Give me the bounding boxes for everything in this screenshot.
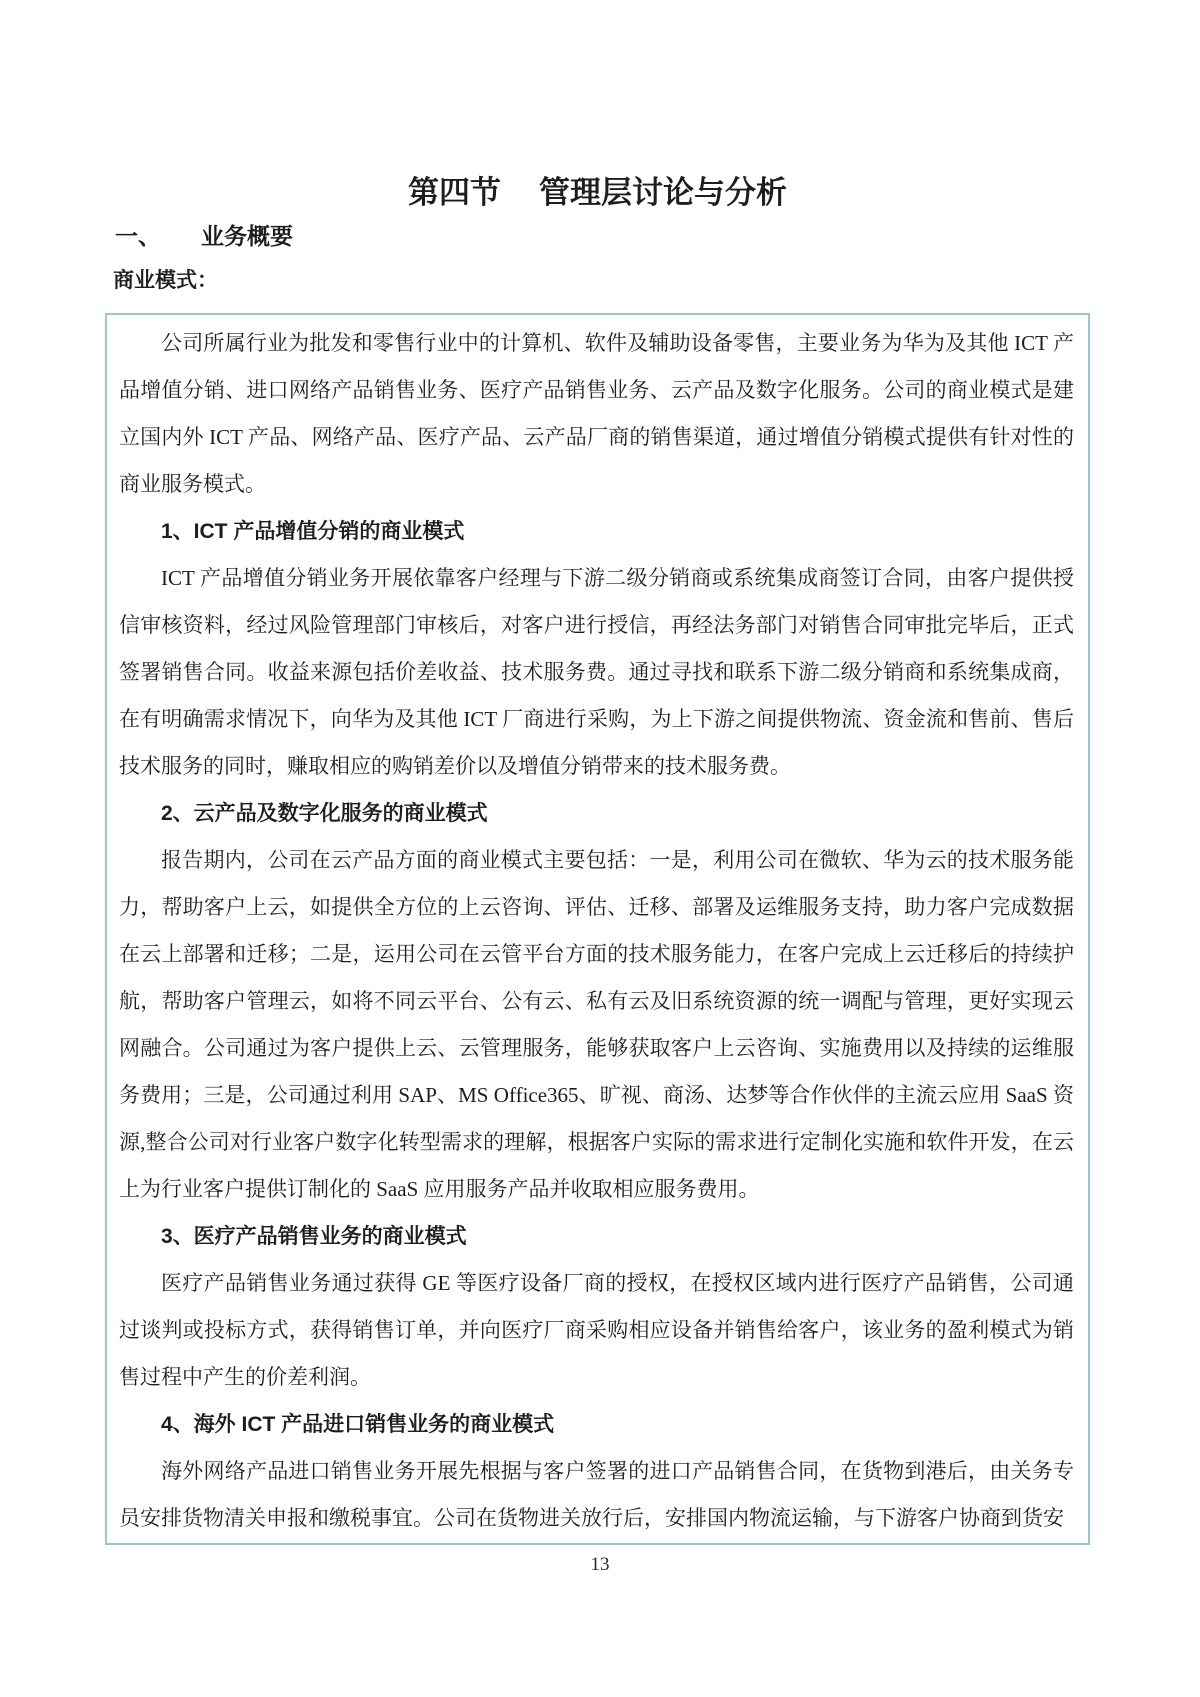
business-model-label: 商业模式： xyxy=(113,269,218,292)
paragraph: ICT 产品增值分销业务开展依靠客户经理与下游二级分销商或系统集成商签订合同，由客户提供授信审核资料，经过风险管理部门审核后，对客户进行授信，再经法务部门对销售合同审批完毕后，正式签署销售合同。收益来源包括价差收益、技术服务费。通过寻找和联系下游二级分销商和系统集成商，在有明确需求情况下，向华为及其他 ICT 厂商进行采购，为上下游之间提供物流、资金流和售前、售后技术服务的同时，赚取相应的购销差价以及增值分销带来的技术服务费。 xyxy=(119,566,1074,778)
paragraph: 海外网络产品进口销售业务开展先根据与客户签署的进口产品销售合同，在货物到港后，由关务专员安排货物清关申报和缴税事宜。公司在货物进关放行后，安排国内物流运输，与下游客户协商到货安 xyxy=(119,1459,1074,1530)
page-number: 13 xyxy=(590,1554,610,1575)
section-heading xyxy=(115,221,293,251)
sub-heading: 4、海外 ICT 产品进口销售业务的商业模式 xyxy=(161,1413,555,1436)
page-title xyxy=(105,173,1090,213)
section-number: 一、 xyxy=(115,223,161,249)
paragraph: 医疗产品销售业务通过获得 GE 等医疗设备厂商的授权，在授权区域内进行医疗产品销售，公司通过谈判或投标方式，获得销售订单，并向医疗厂商采购相应设备并销售给客户，该业务的盈利模式为销售过程中产生的价差利润。 xyxy=(119,1271,1074,1389)
business-model-box xyxy=(105,313,1090,1545)
paragraph: 公司所属行业为批发和零售行业中的计算机、软件及辅助设备零售，主要业务为华为及其他 ICT 产品增值分销、进口网络产品销售业务、医疗产品销售业务、云产品及数字化服务。公司的商业模式是建立国内外 ICT 产品、网络产品、医疗产品、云产品厂商的销售渠道，通过增值分销模式提供有针对性的商业服务模式。 xyxy=(119,331,1074,496)
chapter-title: 管理层讨论与分析 xyxy=(539,174,787,210)
section-title: 业务概要 xyxy=(201,223,293,249)
sub-heading: 3、医疗产品销售业务的商业模式 xyxy=(161,1225,467,1248)
sub-heading: 2、云产品及数字化服务的商业模式 xyxy=(161,802,488,825)
chapter-number: 第四节 xyxy=(408,174,501,210)
sub-heading: 1、ICT 产品增值分销的商业模式 xyxy=(161,520,465,543)
paragraph: 报告期内，公司在云产品方面的商业模式主要包括：一是，利用公司在微软、华为云的技术服务能力，帮助客户上云，如提供全方位的上云咨询、评估、迁移、部署及运维服务支持，助力客户完成数据在云上部署和迁移；二是，运用公司在云管平台方面的技术服务能力，在客户完成上云迁移后的持续护航，帮助客户管理云，如将不同云平台、公有云、私有云及旧系统资源的统一调配与管理，更好实现云网融合。公司通过为客户提供上云、云管理服务，能够获取客户上云咨询、实施费用以及持续的运维服务费用；三是，公司通过利用 SAP、MS Office365、旷视、商汤、达梦等合作伙伴的主流云应用 SaaS 资源,整合公司对行业客户数字化转型需求的理解，根据客户实际的需求进行定制化实施和软件开发，在云上为行业客户提供订制化的 SaaS 应用服务产品并收取相应服务费用。 xyxy=(119,848,1074,1201)
